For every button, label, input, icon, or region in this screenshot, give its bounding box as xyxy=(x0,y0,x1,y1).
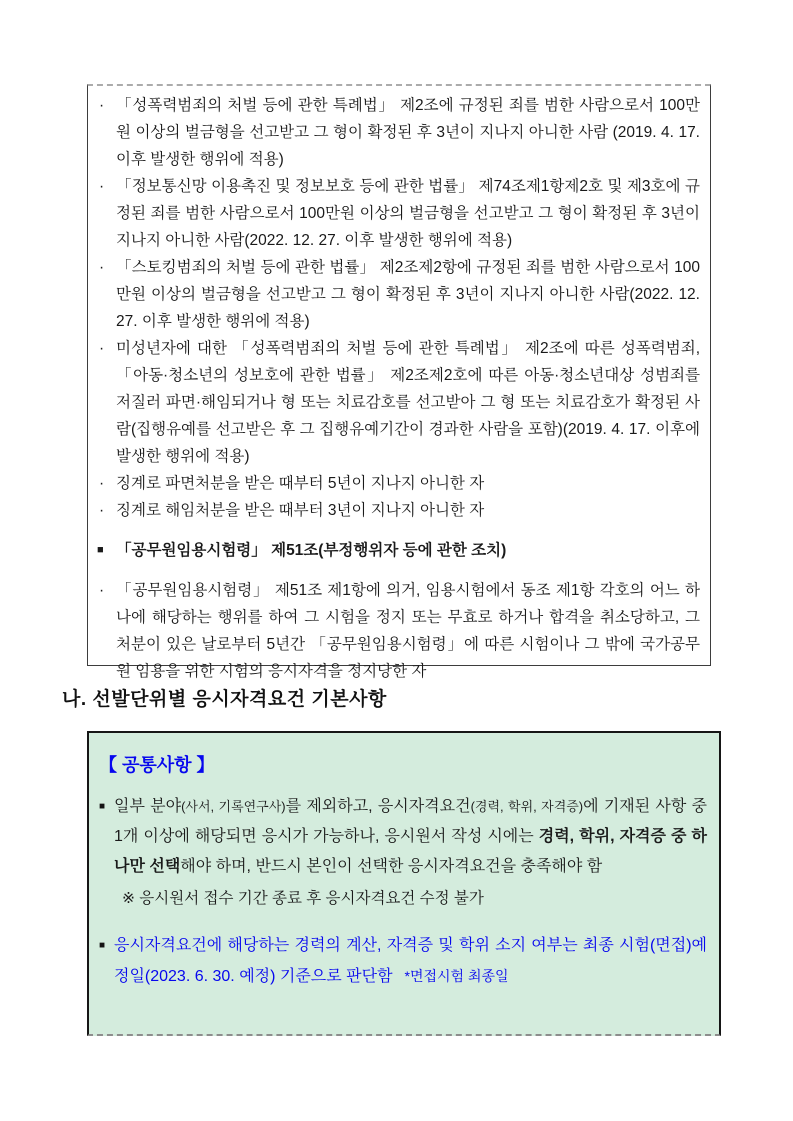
bullet-square-marker: ■ xyxy=(99,940,106,951)
text-segment: 응시자격요건에 해당하는 경력의 계산, 자격증 및 학위 소지 여부는 최종 시험(면접)예정일(2023. 6. 30. 예정) 기준으로 판단함 xyxy=(114,937,707,985)
list-item-text xyxy=(114,931,707,992)
list-item xyxy=(95,497,700,524)
text-segment: 를 제외하고, 응시자격요건 xyxy=(285,798,471,815)
list-item xyxy=(95,470,700,497)
bullet-square-marker: ■ xyxy=(97,544,104,556)
text-segment: 해야 하며, 반드시 본인이 선택한 응시자격요건을 충족해야 함 xyxy=(180,858,603,875)
list-item xyxy=(95,173,700,254)
text-segment: 일부 분야 xyxy=(114,798,182,815)
disqualification-notice-box xyxy=(87,84,711,680)
common-box-title: 【 공통사항 】 xyxy=(99,755,215,775)
list-item-text: 징계로 해임처분을 받은 때부터 3년이 지나지 아니한 자 xyxy=(116,502,485,519)
footnote-text: *면접시험 최종일 xyxy=(404,968,509,984)
law-reference-heading-text: 「공무원임용시험령」 제51조(부정행위자 등에 관한 조치) xyxy=(116,542,507,559)
list-item xyxy=(95,792,707,882)
section-heading: 나. 선발단위별 응시자격요건 기본사항 xyxy=(62,689,387,710)
list-item-text: 미성년자에 대한 「성폭력범죄의 처벌 등에 관한 특례법」 제2조에 따른 성폭력범죄, 「아동·청소년의 성보호에 관한 법률」 제2조제2호에 따른 아동·청소년대상 성범죄를 저질러 파면·해임되거나 형 또는 치료감호를 선고받아 그 형 또는 치료감호가 확정된 사람(집행유예를 선고받은 후 그 집행유예기간이 경과한 사람을 포함)(2019. 4. 17. 이후에 발생한 행위에 적용) xyxy=(116,340,700,465)
bullet-dot-marker: · xyxy=(99,582,105,599)
bullet-dot-marker: · xyxy=(99,259,105,276)
list-item-text: 「스토킹범죄의 처벌 등에 관한 법률」 제2조제2항에 규정된 죄를 범한 사람으로서 100만원 이상의 벌금형을 선고받고 그 형이 확정된 후 3년이 지나지 아니한 사람(2022. 12. 27. 이후 발생한 행위에 적용) xyxy=(116,259,700,330)
text-segment: 에 기재된 사항 중 1개 이상에 해당되면 응시가 가능하나, 응시원서 작성 시에는 xyxy=(114,798,708,845)
list-item xyxy=(95,931,707,992)
list-item-text xyxy=(114,792,707,882)
law-reference-heading xyxy=(95,537,700,564)
list-item-text: 「정보통신망 이용촉진 및 정보보호 등에 관한 법률」 제74조제1항제2호 및 제3호에 규정된 죄를 범한 사람으로서 100만원 이상의 벌금형을 선고받고 그 형이 확정된 후 3년이 지나지 아니한 사람(2022. 12. 27. 이후 발생한 행위에 적용) xyxy=(116,178,700,249)
text-segment-small: (사서, 기록연구사) xyxy=(181,799,286,814)
bullet-dot-marker: · xyxy=(99,340,105,357)
bullet-dot-marker: · xyxy=(99,97,105,114)
list-item xyxy=(95,335,700,470)
bullet-square-marker: ■ xyxy=(99,801,106,812)
text-segment-bold: 경력, 학위, 자격증 중 하나만 선택 xyxy=(114,828,707,875)
common-requirements-box xyxy=(87,731,721,1036)
list-item-text: 징계로 파면처분을 받은 때부터 5년이 지나지 아니한 자 xyxy=(116,475,485,492)
list-item xyxy=(95,254,700,335)
list-item-text: 「공무원임용시험령」 제51조 제1항에 의거, 임용시험에서 동조 제1항 각호의 어느 하나에 해당하는 행위를 하여 그 시험을 정지 또는 무효로 하거나 합격을 취소당하고, 그 처분이 있은 날로부터 5년간 「공무원임용시험령」에 따른 시험이나 그 밖에 국가공무원 임용을 위한 시험의 응시자격을 정지당한 자 xyxy=(116,582,700,680)
note-line: ※ 응시원서 접수 기간 종료 후 응시자격요건 수정 불가 xyxy=(122,890,484,907)
list-item xyxy=(95,92,700,173)
bullet-dot-marker: · xyxy=(99,502,105,519)
list-item xyxy=(95,577,700,685)
list-item-text: 「성폭력범죄의 처벌 등에 관한 특례법」 제2조에 규정된 죄를 범한 사람으로서 100만원 이상의 벌금형을 선고받고 그 형이 확정된 후 3년이 지나지 아니한 사람 (2019. 4. 17. 이후 발생한 행위에 적용) xyxy=(116,97,700,168)
text-segment-small: (경력, 학위, 자격증) xyxy=(470,799,584,814)
bullet-dot-marker: · xyxy=(99,475,105,492)
bullet-dot-marker: · xyxy=(99,178,105,195)
